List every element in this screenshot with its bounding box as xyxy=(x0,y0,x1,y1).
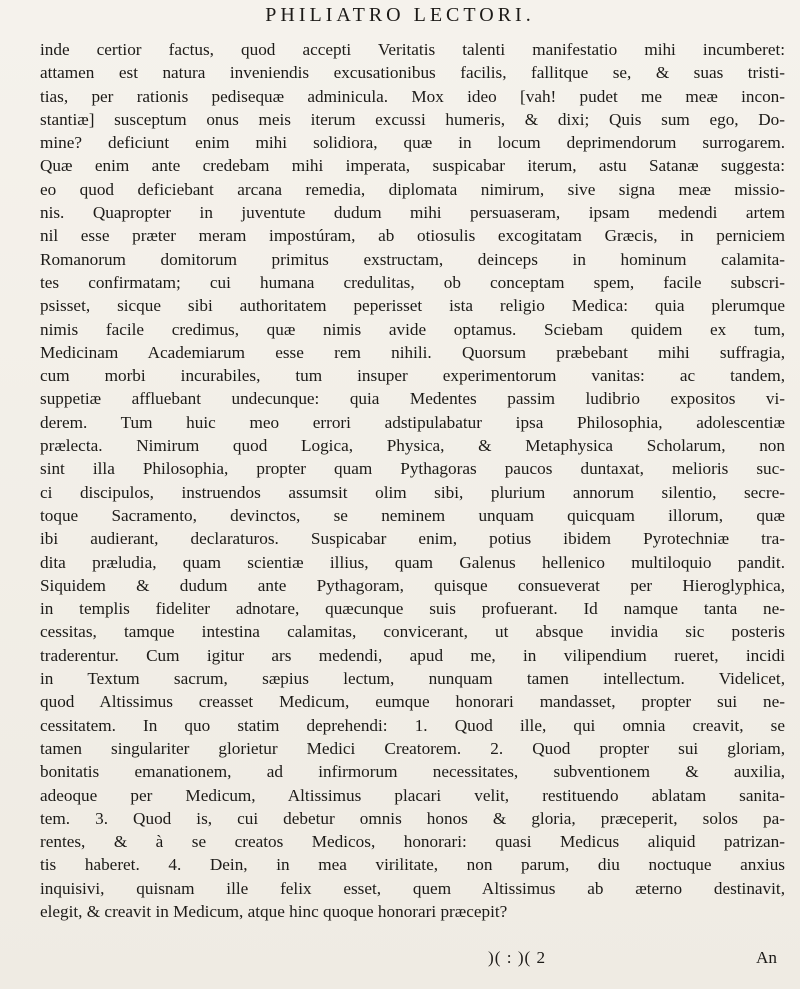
text-line: Siquidem & dudum ante Pythagoram, quisque consueverat per Hieroglyphica, xyxy=(40,575,785,595)
signature-mark: )( : )( 2 xyxy=(488,948,547,967)
text-line: toque Sacramento, devinctos, se neminem unquam quicquam illorum, quæ xyxy=(40,505,785,525)
text-line: traderentur. Cum igitur ars medendi, apud me, in vilipendium rueret, incidi xyxy=(40,645,785,665)
text-line: cessitas, tamque intestina calamitas, convicerant, ut absque invidia sic posteris xyxy=(40,622,785,642)
text-line: suppetiæ affluebant undecunque: quia Medentes passim ludibrio expositos vi- xyxy=(40,389,785,409)
text-line: dita præludia, quam scientiæ illius, quam Galenus hellenico multiloquio pandit. xyxy=(40,552,785,572)
text-line: derem. Tum huic meo errori adstipulabatur ipsa Philosophia, adolescentiæ xyxy=(40,412,785,432)
text-line: psisset, sicque sibi authoritatem peperisset ista religio Medica: quia plerumque xyxy=(40,296,785,316)
text-line: elegit, & creavit in Medicum, atque hinc quoque honorari præcepit? xyxy=(40,901,508,921)
text-line: tem. 3. Quod is, cui debetur omnis honos & gloria, præceperit, solos pa- xyxy=(40,808,785,828)
text-line: tias, per rationis pedisequæ adminicula. Mox ideo [vah! pudet me meæ incon- xyxy=(40,86,785,106)
text-line: stantiæ] susceptum onus meis iterum excussi humeris, & dixi; Quis sum ego, Do- xyxy=(40,109,785,129)
text-line: attamen est natura inveniendis excusationibus facilis, fallitque se, & suas tristi- xyxy=(40,63,785,83)
text-line: in templis fideliter adnotare, quæcunque suis profuerant. Id namque tanta ne- xyxy=(40,599,785,619)
text-line: sint illa Philosophia, propter quam Pythagoras paucos duntaxat, melioris suc- xyxy=(40,459,785,479)
text-line: tis haberet. 4. Dein, in mea virilitate, non parum, diu noctuque anxius xyxy=(40,855,785,875)
page-footer xyxy=(40,948,785,972)
catchword: An xyxy=(755,948,777,967)
text-line: tamen singulariter glorietur Medici Creatorem. 2. Quod propter sui gloriam, xyxy=(40,738,785,758)
text-line: nimis facile credimus, quæ nimis avide optamus. Sciebam quidem ex tum, xyxy=(40,319,785,339)
text-line: quod Altissimus creasset Medicum, eumque honorari mandasset, propter sui ne- xyxy=(40,692,785,712)
text-line: adeoque per Medicum, Altissimus placari velit, restituendo ablatam sanita- xyxy=(40,785,785,805)
running-head: PHILIATRO LECTORI. xyxy=(265,4,535,26)
text-line: cum morbi incurabiles, tum insuper experimentorum vanitas: ac tandem, xyxy=(40,366,785,386)
text-line: eo quod deficiebant arcana remedia, diplomata nimirum, sive signa meæ missio- xyxy=(40,179,785,199)
text-line: mine? deficiunt enim mihi solidiora, quæ in locum deprimendorum surrogarem. xyxy=(40,133,785,153)
text-line: rentes, & à se creatos Medicos, honorari: quasi Medicus aliquid patrizan- xyxy=(40,832,785,852)
text-line: prælecta. Nimirum quod Logica, Physica, & Metaphysica Scholarum, non xyxy=(40,436,785,456)
text-line: inquisivi, quisnam ille felix esset, quem Altissimus ab æterno destinavit, xyxy=(40,878,785,898)
text-line: Medicinam Academiarum esse rem nihili. Quorsum præbebant mihi suffragia, xyxy=(40,342,785,362)
text-line: Quæ enim ante credebam mihi imperata, suspicabar iterum, astu Satanæ suggesta: xyxy=(40,156,785,176)
text-line: tes confirmatam; cui humana credulitas, ob conceptam spem, facile subscri- xyxy=(40,272,785,292)
body-text xyxy=(40,38,785,923)
text-line: ci discipulos, instruendos assumsit olim sibi, plurium annorum silentio, secre- xyxy=(40,482,785,502)
text-line: nis. Quapropter in juventute dudum mihi persuaseram, ipsam medendi artem xyxy=(40,203,785,223)
text-line: ibi audierant, declaraturos. Suspicabar enim, potius ibidem Pyrotechniæ tra- xyxy=(40,529,785,549)
text-line: inde certior factus, quod accepti Veritatis talenti manifestatio mihi incumberet: xyxy=(40,40,785,59)
text-line: Romanorum domitorum primitus exstructam, deinceps in hominum calamita- xyxy=(40,249,785,269)
text-line: nil esse præter meram impostúram, ab otiosulis excogitatam Græcis, in perniciem xyxy=(40,226,785,246)
text-line: bonitatis emanationem, ad infirmorum necessitates, subventionem & auxilia, xyxy=(40,762,785,782)
text-line: cessitatem. In quo statim deprehendi: 1. Quod ille, qui omnia creavit, se xyxy=(40,715,785,735)
text-line: in Textum sacrum, sæpius lectum, nunquam tamen intellectum. Videlicet, xyxy=(40,669,785,689)
